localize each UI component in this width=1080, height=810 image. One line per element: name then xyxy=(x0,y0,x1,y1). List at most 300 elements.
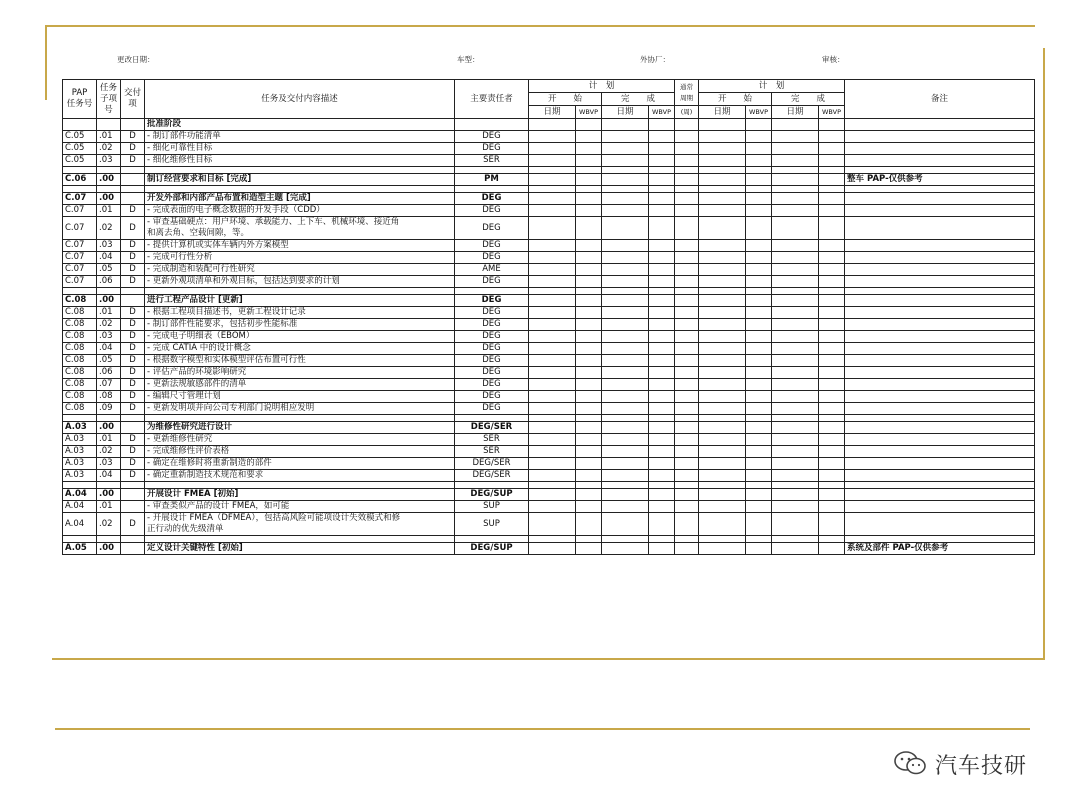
schedule-cell xyxy=(576,295,602,307)
schedule-cell xyxy=(529,470,576,482)
remarks-cell xyxy=(845,205,1035,217)
schedule-cell xyxy=(576,343,602,355)
table-row xyxy=(63,155,1035,167)
schedule-cell xyxy=(675,174,699,186)
schedule-cell xyxy=(746,355,772,367)
schedule-cell xyxy=(675,119,699,131)
table-row xyxy=(63,319,1035,331)
schedule-cell xyxy=(529,205,576,217)
deliverable-mark: D xyxy=(121,143,145,155)
schedule-cell xyxy=(649,307,675,319)
schedule-cell xyxy=(699,288,746,295)
header-start-2: 开 始 xyxy=(699,93,772,106)
deliverable-mark xyxy=(121,167,145,174)
header-subitem: 任务 子项 号 xyxy=(97,80,121,119)
header-start-1: 开 始 xyxy=(529,93,602,106)
schedule-cell xyxy=(746,367,772,379)
task-description xyxy=(145,217,455,240)
schedule-cell xyxy=(819,331,845,343)
pap-task-no: C.05 xyxy=(63,143,97,155)
schedule-cell xyxy=(649,193,675,205)
deliverable-mark xyxy=(121,536,145,543)
subitem-no: .03 xyxy=(97,240,121,252)
task-description: - 完成制造和装配可行性研究 xyxy=(145,264,455,276)
schedule-cell xyxy=(602,391,649,403)
pap-task-no xyxy=(63,186,97,193)
schedule-cell xyxy=(602,174,649,186)
schedule-cell xyxy=(772,319,819,331)
schedule-cell xyxy=(772,193,819,205)
schedule-cell xyxy=(819,288,845,295)
schedule-cell xyxy=(602,367,649,379)
remarks-cell xyxy=(845,470,1035,482)
task-description: 定义设计关键特性 [初始] xyxy=(145,543,455,555)
description-line: - 开展设计 FMEA（DFMEA），包括高风险可能项设计失效模式和修 xyxy=(147,513,401,523)
pap-task-no xyxy=(63,167,97,174)
deliverable-mark: D xyxy=(121,205,145,217)
schedule-cell xyxy=(602,422,649,434)
schedule-cell xyxy=(529,252,576,264)
header-plan-2: 计 划 xyxy=(699,80,845,93)
task-description xyxy=(145,288,455,295)
owner-cell: DEG xyxy=(455,295,529,307)
schedule-cell xyxy=(772,403,819,415)
schedule-cell xyxy=(819,543,845,555)
deliverable-mark: D xyxy=(121,319,145,331)
schedule-cell xyxy=(675,186,699,193)
schedule-cell xyxy=(576,403,602,415)
schedule-cell xyxy=(746,391,772,403)
schedule-cell xyxy=(772,391,819,403)
task-description: - 完成维修性评价表格 xyxy=(145,446,455,458)
schedule-cell xyxy=(602,482,649,489)
table-row xyxy=(63,343,1035,355)
pap-task-no xyxy=(63,415,97,422)
schedule-cell xyxy=(772,446,819,458)
schedule-cell xyxy=(529,543,576,555)
pap-task-no: C.07 xyxy=(63,193,97,205)
description-line: - 审查基础硬点：用户环境、承载能力、上下车、机械环境、接近角 xyxy=(147,217,400,227)
schedule-cell xyxy=(699,434,746,446)
schedule-cell xyxy=(746,119,772,131)
schedule-cell xyxy=(529,536,576,543)
deliverable-mark xyxy=(121,543,145,555)
owner-cell: DEG xyxy=(455,355,529,367)
task-description xyxy=(145,186,455,193)
schedule-cell xyxy=(529,343,576,355)
subitem-no: .01 xyxy=(97,131,121,143)
schedule-cell xyxy=(602,470,649,482)
pap-task-no: C.06 xyxy=(63,174,97,186)
supplier-label: 外协厂： xyxy=(640,55,670,64)
remarks-cell xyxy=(845,331,1035,343)
schedule-cell xyxy=(699,543,746,555)
schedule-cell xyxy=(675,355,699,367)
schedule-cell xyxy=(746,422,772,434)
schedule-cell xyxy=(699,343,746,355)
deliverable-mark: D xyxy=(121,458,145,470)
schedule-cell xyxy=(649,391,675,403)
schedule-cell xyxy=(746,240,772,252)
schedule-cell xyxy=(602,252,649,264)
remarks-cell xyxy=(845,489,1035,501)
schedule-cell xyxy=(746,143,772,155)
schedule-cell xyxy=(819,167,845,174)
schedule-cell xyxy=(602,331,649,343)
task-description: - 完成 CATIA 中的设计概念 xyxy=(145,343,455,355)
schedule-cell xyxy=(819,143,845,155)
owner-cell: DEG xyxy=(455,403,529,415)
schedule-cell xyxy=(772,343,819,355)
schedule-cell xyxy=(675,264,699,276)
table-row xyxy=(63,543,1035,555)
owner-cell: DEG xyxy=(455,391,529,403)
subitem-no: .04 xyxy=(97,252,121,264)
remarks-cell xyxy=(845,252,1035,264)
schedule-cell xyxy=(772,288,819,295)
schedule-cell xyxy=(819,295,845,307)
subitem-no: .03 xyxy=(97,155,121,167)
subitem-no: .02 xyxy=(97,513,121,536)
schedule-cell xyxy=(772,240,819,252)
schedule-cell xyxy=(576,489,602,501)
pap-task-no: A.03 xyxy=(63,446,97,458)
subitem-no: .01 xyxy=(97,205,121,217)
header-finish-1: 完 成 xyxy=(602,93,675,106)
task-description: - 根据数字模型和实体模型评估布置可行性 xyxy=(145,355,455,367)
deliverable-mark: D xyxy=(121,276,145,288)
subitem-no: .00 xyxy=(97,174,121,186)
schedule-cell xyxy=(602,446,649,458)
schedule-cell xyxy=(649,288,675,295)
schedule-cell xyxy=(699,470,746,482)
schedule-cell xyxy=(699,501,746,513)
table-row xyxy=(63,422,1035,434)
deliverable-mark xyxy=(121,193,145,205)
schedule-cell xyxy=(529,434,576,446)
schedule-cell xyxy=(699,367,746,379)
schedule-cell xyxy=(576,543,602,555)
schedule-cell xyxy=(649,217,675,240)
table-row xyxy=(63,458,1035,470)
schedule-cell xyxy=(819,240,845,252)
schedule-cell xyxy=(819,513,845,536)
schedule-cell xyxy=(699,295,746,307)
subitem-no: .09 xyxy=(97,403,121,415)
subitem-no: .00 xyxy=(97,489,121,501)
schedule-cell xyxy=(772,458,819,470)
schedule-cell xyxy=(819,458,845,470)
schedule-cell xyxy=(819,470,845,482)
schedule-cell xyxy=(649,174,675,186)
schedule-cell xyxy=(649,331,675,343)
schedule-cell xyxy=(649,264,675,276)
schedule-cell xyxy=(772,276,819,288)
schedule-cell xyxy=(529,482,576,489)
schedule-cell xyxy=(819,155,845,167)
pap-task-no: C.07 xyxy=(63,276,97,288)
schedule-cell xyxy=(699,482,746,489)
remarks-cell: 整车 PAP-仅供参考 xyxy=(845,174,1035,186)
deliverable-mark: D xyxy=(121,331,145,343)
schedule-cell xyxy=(746,186,772,193)
task-description xyxy=(145,513,455,536)
subitem-no: .05 xyxy=(97,355,121,367)
remarks-cell xyxy=(845,501,1035,513)
schedule-cell xyxy=(576,186,602,193)
schedule-cell xyxy=(649,422,675,434)
schedule-cell xyxy=(602,119,649,131)
deliverable-mark: D xyxy=(121,446,145,458)
schedule-cell xyxy=(602,217,649,240)
task-description: - 制订部件性能要求，包括初步性能标准 xyxy=(145,319,455,331)
task-table-body xyxy=(63,119,1035,555)
schedule-cell xyxy=(529,415,576,422)
schedule-cell xyxy=(746,319,772,331)
schedule-cell xyxy=(746,205,772,217)
schedule-cell xyxy=(819,501,845,513)
schedule-cell xyxy=(602,343,649,355)
pap-task-no: C.08 xyxy=(63,367,97,379)
remarks-cell xyxy=(845,264,1035,276)
schedule-cell xyxy=(746,131,772,143)
schedule-cell xyxy=(602,240,649,252)
owner-cell: DEG xyxy=(455,217,529,240)
remarks-cell xyxy=(845,143,1035,155)
schedule-cell xyxy=(649,119,675,131)
schedule-cell xyxy=(699,240,746,252)
table-row xyxy=(63,379,1035,391)
schedule-cell xyxy=(772,367,819,379)
schedule-cell xyxy=(649,252,675,264)
schedule-cell xyxy=(772,186,819,193)
pap-task-no: C.07 xyxy=(63,240,97,252)
watermark xyxy=(893,748,1043,778)
schedule-cell xyxy=(529,422,576,434)
header-date: 日期 xyxy=(699,106,746,119)
schedule-cell xyxy=(602,543,649,555)
owner-cell: DEG xyxy=(455,319,529,331)
owner-cell: SER xyxy=(455,446,529,458)
schedule-cell xyxy=(819,355,845,367)
deliverable-mark xyxy=(121,501,145,513)
schedule-cell xyxy=(746,307,772,319)
spacer-row xyxy=(63,288,1035,295)
subitem-no: .04 xyxy=(97,343,121,355)
schedule-cell xyxy=(819,205,845,217)
schedule-cell xyxy=(675,543,699,555)
remarks-cell xyxy=(845,403,1035,415)
spacer-row xyxy=(63,186,1035,193)
schedule-cell xyxy=(746,155,772,167)
schedule-cell xyxy=(675,470,699,482)
schedule-cell xyxy=(699,391,746,403)
owner-cell xyxy=(455,288,529,295)
schedule-cell xyxy=(649,489,675,501)
subitem-no: .00 xyxy=(97,422,121,434)
section-row xyxy=(63,119,1035,131)
pap-task-no: C.08 xyxy=(63,331,97,343)
remarks-cell xyxy=(845,446,1035,458)
schedule-cell xyxy=(819,319,845,331)
schedule-cell xyxy=(675,391,699,403)
subitem-no xyxy=(97,482,121,489)
owner-cell: DEG xyxy=(455,143,529,155)
subitem-no: .06 xyxy=(97,367,121,379)
task-description xyxy=(145,415,455,422)
schedule-cell xyxy=(576,331,602,343)
owner-cell: DEG xyxy=(455,343,529,355)
owner-cell: DEG xyxy=(455,307,529,319)
schedule-cell xyxy=(746,379,772,391)
schedule-cell xyxy=(819,186,845,193)
subitem-no xyxy=(97,536,121,543)
subitem-no: .03 xyxy=(97,458,121,470)
task-description xyxy=(145,167,455,174)
schedule-cell xyxy=(746,276,772,288)
schedule-cell xyxy=(649,513,675,536)
schedule-cell xyxy=(772,295,819,307)
pap-task-no: A.04 xyxy=(63,489,97,501)
schedule-cell xyxy=(649,536,675,543)
schedule-cell xyxy=(746,434,772,446)
schedule-cell xyxy=(529,446,576,458)
subitem-no: .07 xyxy=(97,379,121,391)
deliverable-mark xyxy=(121,174,145,186)
remarks-cell xyxy=(845,391,1035,403)
schedule-cell xyxy=(819,422,845,434)
schedule-cell xyxy=(746,252,772,264)
schedule-cell xyxy=(576,501,602,513)
remarks-cell xyxy=(845,186,1035,193)
subitem-no: .02 xyxy=(97,446,121,458)
schedule-cell xyxy=(675,367,699,379)
schedule-cell xyxy=(576,434,602,446)
schedule-cell xyxy=(602,205,649,217)
schedule-cell xyxy=(699,276,746,288)
pap-task-no: C.05 xyxy=(63,155,97,167)
owner-cell: DEG/SER xyxy=(455,422,529,434)
schedule-cell xyxy=(649,276,675,288)
owner-cell: DEG/SUP xyxy=(455,543,529,555)
schedule-cell xyxy=(699,193,746,205)
gold-border-top xyxy=(45,25,1035,27)
schedule-cell xyxy=(746,331,772,343)
schedule-cell xyxy=(699,379,746,391)
schedule-cell xyxy=(649,415,675,422)
schedule-cell xyxy=(649,458,675,470)
owner-cell: DEG xyxy=(455,131,529,143)
header-plan-1: 计 划 xyxy=(529,80,675,93)
schedule-cell xyxy=(529,355,576,367)
pap-task-no: C.08 xyxy=(63,343,97,355)
remarks-cell xyxy=(845,131,1035,143)
schedule-cell xyxy=(529,489,576,501)
schedule-cell xyxy=(772,422,819,434)
table-row xyxy=(63,434,1035,446)
table-row xyxy=(63,501,1035,513)
subitem-no xyxy=(97,167,121,174)
table-row xyxy=(63,240,1035,252)
schedule-cell xyxy=(819,343,845,355)
pap-task-no: A.03 xyxy=(63,470,97,482)
subitem-no: .02 xyxy=(97,319,121,331)
schedule-cell xyxy=(649,295,675,307)
schedule-cell xyxy=(699,174,746,186)
schedule-cell xyxy=(576,119,602,131)
schedule-cell xyxy=(819,264,845,276)
schedule-cell xyxy=(746,482,772,489)
schedule-cell xyxy=(746,458,772,470)
schedule-cell xyxy=(675,422,699,434)
schedule-cell xyxy=(649,367,675,379)
schedule-cell xyxy=(602,167,649,174)
header-fields xyxy=(62,50,1042,68)
schedule-cell xyxy=(576,415,602,422)
schedule-cell xyxy=(699,167,746,174)
owner-cell: DEG xyxy=(455,240,529,252)
owner-cell: DEG xyxy=(455,205,529,217)
spacer-row xyxy=(63,167,1035,174)
schedule-cell xyxy=(699,264,746,276)
schedule-cell xyxy=(529,403,576,415)
schedule-cell xyxy=(699,415,746,422)
remarks-cell xyxy=(845,276,1035,288)
schedule-cell xyxy=(699,458,746,470)
task-table xyxy=(62,79,1035,555)
table-row xyxy=(63,489,1035,501)
owner-cell xyxy=(455,167,529,174)
schedule-cell xyxy=(699,307,746,319)
remarks-cell xyxy=(845,167,1035,174)
schedule-cell xyxy=(529,174,576,186)
schedule-cell xyxy=(675,415,699,422)
table-row xyxy=(63,307,1035,319)
pap-task-no: A.04 xyxy=(63,501,97,513)
header-date: 日期 xyxy=(529,106,576,119)
schedule-cell xyxy=(746,543,772,555)
pap-task-no: C.07 xyxy=(63,217,97,240)
schedule-cell xyxy=(772,131,819,143)
deliverable-mark: D xyxy=(121,391,145,403)
owner-cell: DEG xyxy=(455,331,529,343)
schedule-cell xyxy=(675,217,699,240)
schedule-cell xyxy=(649,434,675,446)
deliverable-mark: D xyxy=(121,155,145,167)
schedule-cell xyxy=(602,458,649,470)
schedule-cell xyxy=(649,240,675,252)
schedule-cell xyxy=(819,415,845,422)
schedule-cell xyxy=(576,193,602,205)
schedule-cell xyxy=(649,501,675,513)
schedule-cell xyxy=(529,240,576,252)
task-description: - 细化可靠性目标 xyxy=(145,143,455,155)
schedule-cell xyxy=(819,217,845,240)
remarks-cell xyxy=(845,155,1035,167)
table-row xyxy=(63,131,1035,143)
owner-cell xyxy=(455,536,529,543)
schedule-cell xyxy=(746,446,772,458)
schedule-cell xyxy=(772,174,819,186)
vehicle-label: 车型： xyxy=(457,55,480,64)
schedule-cell xyxy=(675,167,699,174)
pap-task-no: C.07 xyxy=(63,205,97,217)
task-description: - 完成可行性分析 xyxy=(145,252,455,264)
schedule-cell xyxy=(576,167,602,174)
pap-task-no: C.05 xyxy=(63,131,97,143)
schedule-cell xyxy=(602,193,649,205)
schedule-cell xyxy=(649,355,675,367)
